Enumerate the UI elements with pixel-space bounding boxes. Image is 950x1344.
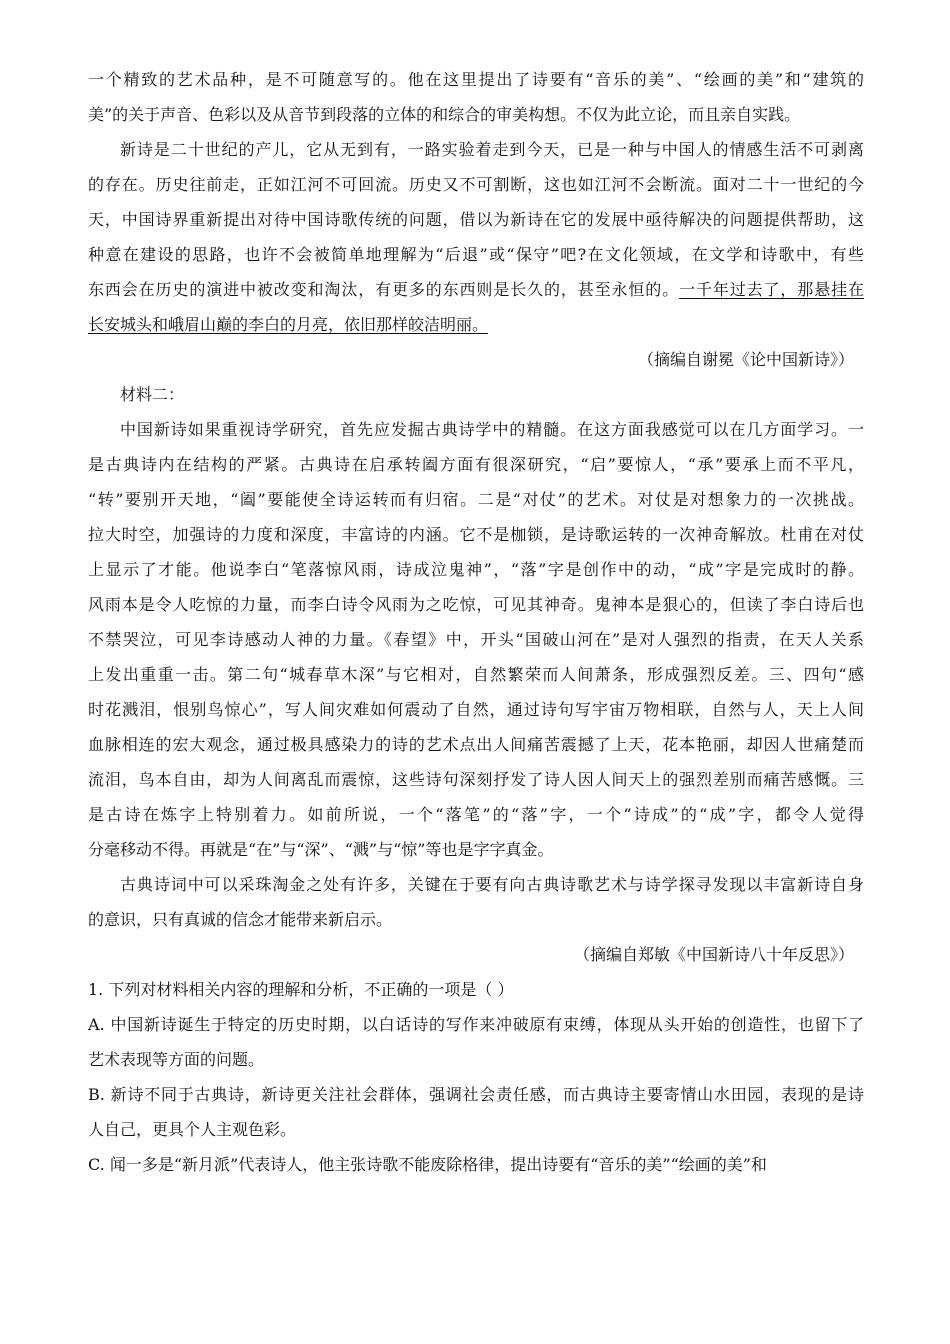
option-a-line1: A. 中国新诗诞生于特定的历史时期，以白话诗的写作来冲破原有束缚，体现从头开始的创造性，也留下了 [88, 1015, 864, 1034]
option-c-line1: C. 闻一多是“新月派”代表诗人，他主张诗歌不能废除格律，提出诗要有“音乐的美”“绘画的美”和 [88, 1155, 767, 1174]
m1-p2-line5 [88, 280, 864, 300]
option-a-line2: 艺术表现等方面的问题。 [88, 1050, 265, 1069]
m1-p1-line1: 一个精致的艺术品种，是不可随意写的。他在这里提出了诗要有“音乐的美”、“绘画的美”和“建筑的 [88, 70, 864, 89]
m2-p2-line2: 的意识，只有真诚的信念才能带来新启示。 [88, 910, 393, 929]
m2-p1-line13: 分毫移动不得。再就是“在”与“深”、“溅”与“惊”等也是字字真金。 [88, 840, 554, 859]
m1-p2-line5-text: 东西会在历史的演进中被改变和淘汰，有更多的东西则是长久的，甚至永恒的。 [88, 280, 680, 299]
m2-heading: 材料二： [120, 385, 185, 404]
m1-p2-line3: 天，中国诗界重新提出对待中国诗歌传统的问题，借以为新诗在它的发展中亟待解决的问题提供帮助，这 [88, 210, 864, 229]
m2-p1-line9: 时花溅泪，恨别鸟惊心”，写人间灾难如何震动了自然，通过诗句写宇宙万物相联，自然与人，天上人间 [88, 700, 864, 719]
underlined-sentence-part1: 一千年过去了，那悬挂在 [679, 280, 864, 299]
m2-p1-line7: 不禁哭泣，可见李诗感动人神的力量。《春望》中，开头“国破山河在”是对人强烈的指责，在天人关系 [88, 630, 864, 649]
m2-p1-line3: “转”要别开天地，“阖”要能使全诗运转而有归宿。二是“对仗”的艺术。对仗是对想象力的一次挑战。 [88, 490, 864, 509]
m2-p1-line5: 上显示了才能。他说李白“笔落惊风雨，诗成泣鬼神”，“落”字是创作中的动，“成”字是完成时的静。 [88, 560, 864, 579]
m1-p2-line2: 的存在。历史往前走，正如江河不可回流。历史又不可割断，这也如江河不会断流。面对二十一世纪的今 [88, 175, 864, 194]
m2-p2-line1: 古典诗词中可以采珠淘金之处有许多，关键在于要有向古典诗歌艺术与诗学探寻发现以丰富新诗自身 [120, 875, 864, 894]
m2-source: （摘编自郑敏《中国新诗八十年反思》） [573, 945, 854, 964]
m2-p1-line12: 是古诗在炼字上特别着力。如前所说，一个“落笔”的“落”字，一个“诗成”的“成”字，都令人觉得 [88, 805, 864, 824]
underlined-sentence-part2: 长安城头和峨眉山巅的李白的月亮，依旧那样皎洁明丽。 [88, 315, 489, 334]
m1-p2-line1: 新诗是二十世纪的产儿，它从无到有，一路实验着走到今天，已是一种与中国人的情感生活不可剥离 [120, 140, 864, 159]
m2-p1-line4: 拉大时空，加强诗的力度和深度，丰富诗的内涵。它不是枷锁，是诗歌运转的一次神奇解放。杜甫在对仗 [88, 525, 864, 544]
m2-p1-line10: 血脉相连的宏大观念，通过极具感染力的诗的艺术点出人间痛苦震撼了上天，花本艳丽，却因人世痛楚而 [88, 735, 864, 754]
option-b-line2: 人自己，更具个人主观色彩。 [88, 1120, 297, 1139]
m1-p2-line6 [88, 315, 864, 335]
m1-source: （摘编自谢冕《论中国新诗》） [637, 350, 854, 369]
question-1-stem: 1. 下列对材料相关内容的理解和分析，不正确的一项是（ ） [88, 980, 514, 999]
document-page [88, 70, 864, 1190]
m2-p1-line1: 中国新诗如果重视诗学研究，首先应发掘古典诗学中的精髓。在这方面我感觉可以在几方面学习。一 [120, 420, 864, 439]
m2-p1-line8: 上发出重重一击。第二句“城春草木深”与它相对，自然繁荣而人间萧条，形成强烈反差。三、四句“感 [88, 665, 864, 684]
m2-p1-line2: 是古典诗内在结构的严紧。古典诗在启承转阖方面有很深研究，“启”要惊人，“承”要承上而不平凡， [88, 455, 864, 474]
m2-p1-line11: 流泪，鸟本自由，却为人间离乱而震惊，这些诗句深刻抒发了诗人因人间天上的强烈差别而痛苦感慨。三 [88, 770, 864, 789]
m2-p1-line6: 风雨本是令人吃惊的力量，而李白诗令风雨为之吃惊，可见其神奇。鬼神本是狠心的，但读了李白诗后也 [88, 595, 864, 614]
m1-p1-line2: 美”的关于声音、色彩以及从音节到段落的立体的和综合的审美构想。不仅为此立论，而且亲自实践。 [88, 105, 801, 124]
m1-p2-line4: 种意在建设的思路，也许不会被简单地理解为“后退”或“保守”吧?在文化领域，在文学和诗歌中，有些 [88, 245, 864, 264]
option-b-line1: B. 新诗不同于古典诗，新诗更关注社会群体，强调社会责任感，而古典诗主要寄情山水田园，表现的是诗 [88, 1085, 864, 1104]
